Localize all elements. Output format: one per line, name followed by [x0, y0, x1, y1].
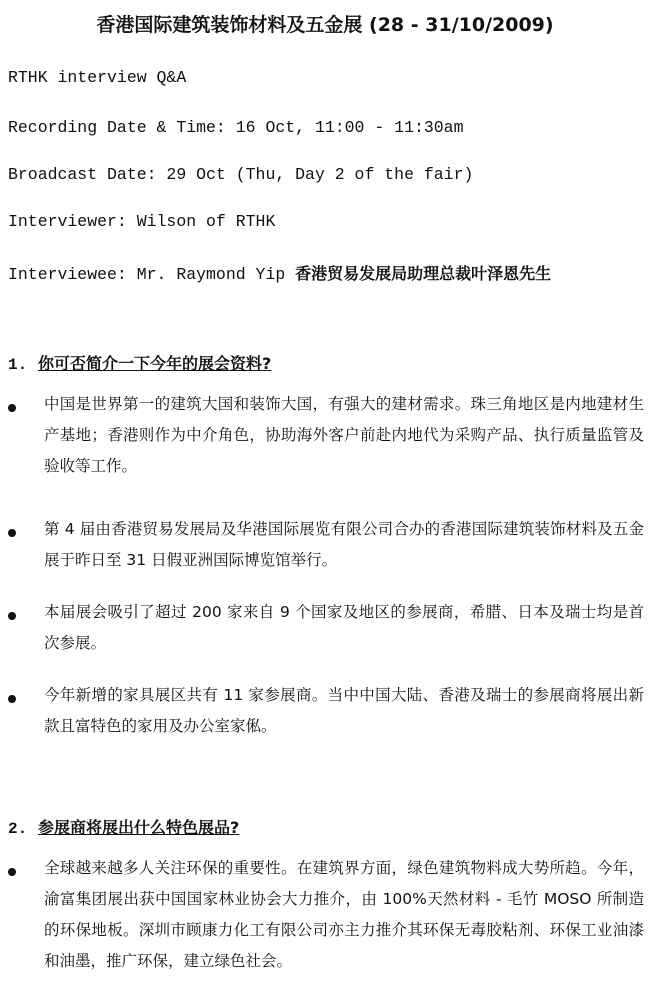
- interviewee-line: [8, 261, 551, 284]
- question-number: 1.: [8, 356, 28, 374]
- recording-date-line: Recording Date & Time: 16 Oct, 11:00 - 11:30am: [8, 118, 464, 137]
- interview-heading: RTHK interview Q&A: [8, 68, 187, 87]
- broadcast-date-line: Broadcast Date: 29 Oct (Thu, Day 2 of the fair): [8, 165, 474, 184]
- bullet-icon: [8, 695, 16, 703]
- question-2: [8, 815, 239, 838]
- question-text: 你可否简介一下今年的展会资料?: [38, 354, 272, 373]
- answer-text: 第 4 届由香港贸易发展局及华港国际展览有限公司合办的香港国际建筑装饰材料及五金展于昨日至 31 日假亚洲国际博览馆举行。: [44, 520, 644, 569]
- interviewer-line: Interviewer: Wilson of RTHK: [8, 212, 276, 231]
- bullet-icon: [8, 868, 16, 876]
- answer-text: 今年新增的家具展区共有 11 家参展商。当中中国大陆、香港及瑞士的参展商将展出新款且富特色的家用及办公室家俬。: [44, 686, 644, 735]
- bullet-icon: [8, 404, 16, 412]
- answer-text: 中国是世界第一的建筑大国和装饰大国，有强大的建材需求。珠三角地区是内地建材生产基地；香港则作为中介角色，协助海外客户前赴内地代为采购产品、执行质量监管及验收等工作。: [44, 395, 644, 475]
- question-1: [8, 351, 271, 374]
- interviewee-english: Interviewee: Mr. Raymond Yip: [8, 265, 296, 284]
- interviewee-chinese: 香港贸易发展局助理总裁叶泽恩先生: [295, 264, 552, 283]
- answer-text: 全球越来越多人关注环保的重要性。在建筑界方面，绿色建筑物料成大势所趋。今年，渝富集团展出获中国国家林业协会大力推介，由 100%天然材料 - 毛竹 MOSO 所制造的环保地板。深圳市顾康力化工有限公司亦主力推介其环保无毒胶粘剂、环保工业油漆和油墨，推广环保，建立绿色社会。: [44, 859, 644, 970]
- answer-text: 本届展会吸引了超过 200 家来自 9 个国家及地区的参展商，希腊、日本及瑞士均是首次参展。: [44, 603, 644, 652]
- bullet-icon: [8, 612, 16, 620]
- document-title: 香港国际建筑装饰材料及五金展 (28 - 31/10/2009): [96, 14, 554, 36]
- bullet-icon: [8, 529, 16, 537]
- question-number: 2.: [8, 820, 28, 838]
- question-text: 参展商将展出什么特色展品?: [38, 818, 240, 837]
